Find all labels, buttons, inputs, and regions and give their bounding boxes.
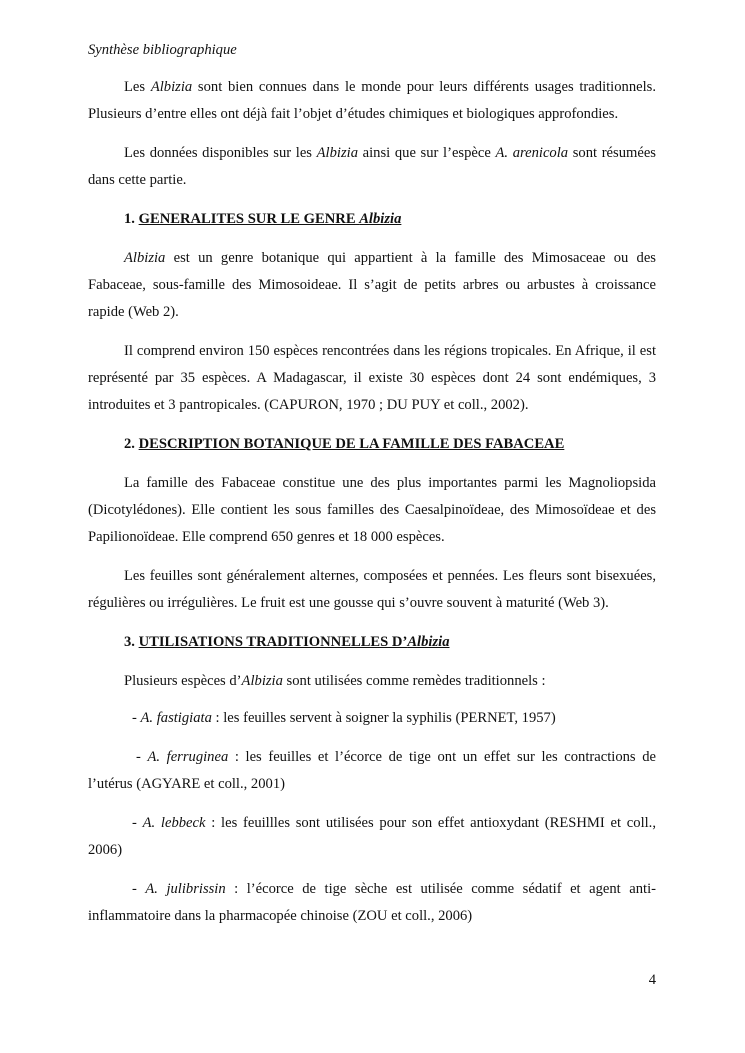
use-list-item: - A. fastigiata : les feuilles servent à soigner la syphilis (PERNET, 1957) [132,710,556,726]
section-1-heading: 1. GENERALITES SUR LE GENRE Albizia [124,211,402,227]
running-header: Synthèse bibliographique [88,42,237,58]
section-2-heading: 2. DESCRIPTION BOTANIQUE DE LA FAMILLE DES FABACEAE [124,436,565,452]
intro-paragraph-1: Les Albizia sont bien connues dans le monde pour leurs différents usages traditionnels. Plusieurs d’entre elles ont déjà fait l’objet d’études chimiques et biologiques approfondies. [88,79,656,122]
section-2-paragraph-1: La famille des Fabaceae constitue une des plus importantes parmi les Magnoliopsida (Dicotylédones). Elle contient les sous familles des Caesalpinoïdeae, des Mimosoïdeae et des Papilionoïdeae. Elle comprend 650 genres et 18 000 espèces. [88,475,656,545]
use-list-item: - A. julibrissin : l’écorce de tige sèche est utilisée comme sédatif et agent anti-inflammatoire dans la pharmacopée chinoise (ZOU et coll., 2006) [88,881,656,924]
use-list-item: - A. ferruginea : les feuilles et l’écorce de tige ont un effet sur les contractions de l’utérus (AGYARE et coll., 2001) [88,749,656,792]
section-2-paragraph-2: Les feuilles sont généralement alternes, composées et pennées. Les fleurs sont bisexuées, régulières ou irrégulières. Le fruit est une gousse qui s’ouvre souvent à maturité (Web 3). [88,568,656,611]
page-number: 4 [648,972,656,988]
use-list-item: - A. lebbeck : les feuillles sont utilisées pour son effet antioxydant (RESHMI et coll., 2006) [88,815,656,858]
intro-paragraph-2: Les données disponibles sur les Albizia ainsi que sur l’espèce A. arenicola sont résumées dans cette partie. [88,145,656,188]
section-1-paragraph-2: Il comprend environ 150 espèces rencontrées dans les régions tropicales. En Afrique, il est représenté par 35 espèces. A Madagascar, il existe 30 espèces dont 24 sont endémiques, 3 introduites et 3 pantropicales. (CAPURON, 1970 ; DU PUY et coll., 2002). [88,343,656,413]
page-body [88,74,656,942]
section-3-heading: 3. UTILISATIONS TRADITIONNELLES D’Albizia [124,634,450,650]
section-3-intro: Plusieurs espèces d’Albizia sont utilisées comme remèdes traditionnels : [124,673,546,689]
section-1-paragraph-1: Albizia est un genre botanique qui appartient à la famille des Mimosaceae ou des Fabaceae, sous-famille des Mimosoideae. Il s’agit de petits arbres ou arbustes à croissance rapide (Web 2). [88,250,656,320]
